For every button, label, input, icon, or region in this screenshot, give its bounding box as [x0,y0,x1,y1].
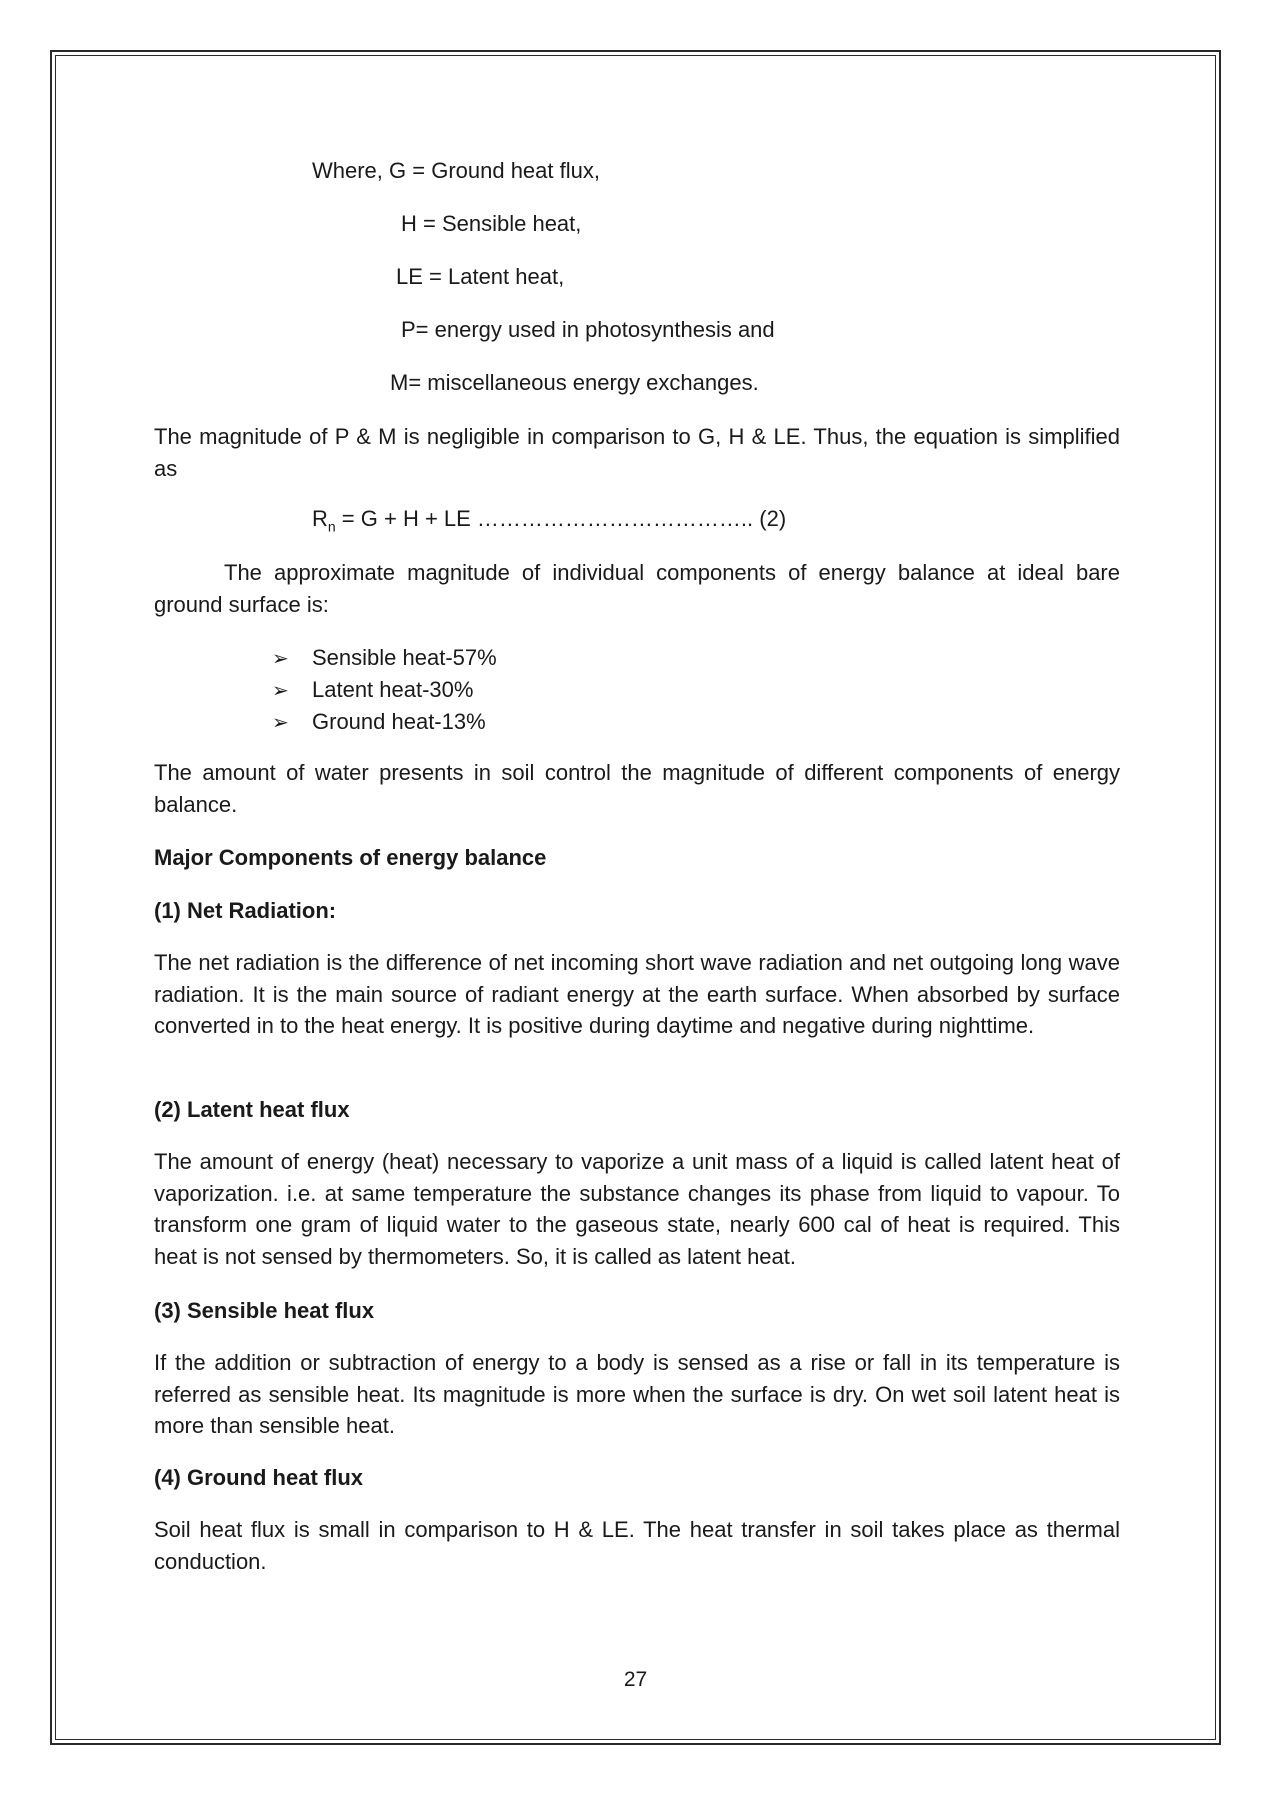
definition-p: P= energy used in photosynthesis and [401,317,775,342]
heading-major-components: Major Components of energy balance [154,845,547,870]
paragraph-simplified: The magnitude of P & M is negligible in comparison to G, H & LE. Thus, the equation is simplified as [154,424,1120,481]
bullet-label: Sensible heat-57% [312,645,497,670]
bullet-item [272,642,497,675]
arrow-bullet-icon: ➢ [272,648,289,670]
equation-lhs-subscript: n [327,518,336,535]
equation-2 [312,503,786,542]
paragraph-net-radiation: The net radiation is the difference of net incoming short wave radiation and net outgoing long wave radiation. It is the main source of radiant energy at the earth surface. When absorbed by surface converted in to the heat energy. It is positive during daytime and negative during nighttime. [154,950,1120,1038]
bullet-label: Ground heat-13% [312,709,486,734]
definition-m: M= miscellaneous energy exchanges. [390,370,759,395]
bullet-item [272,674,473,707]
page-number: 27 [623,1668,648,1691]
paragraph-approx: The approximate magnitude of individual components of energy balance at ideal bare ground surface is: [154,560,1120,617]
heading-latent-heat: (2) Latent heat flux [154,1097,350,1122]
definition-g: Where, G = Ground heat flux, [312,158,600,183]
equation-lhs-symbol: R [312,506,328,531]
bullet-item [272,706,486,739]
heading-sensible-heat: (3) Sensible heat flux [154,1298,375,1323]
equation-rhs: = G + H + LE ……………………………….. (2) [335,506,787,531]
arrow-bullet-icon: ➢ [272,712,289,734]
heading-ground-heat: (4) Ground heat flux [154,1465,363,1490]
paragraph-ground-heat: Soil heat flux is small in comparison to H & LE. The heat transfer in soil takes place as thermal conduction. [154,1517,1120,1574]
arrow-bullet-icon: ➢ [272,680,289,702]
paragraph-water: The amount of water presents in soil control the magnitude of different components of energy balance. [154,760,1120,817]
bullet-label: Latent heat-30% [312,677,474,702]
definition-le: LE = Latent heat, [396,264,565,289]
paragraph-latent-heat: The amount of energy (heat) necessary to vaporize a unit mass of a liquid is called latent heat of vaporization. i.e. at same temperature the substance changes its phase from liquid to vapour. To transform one gram of liquid water to the gaseous state, nearly 600 cal of heat is required. This heat is not sensed by thermometers. So, it is called as latent heat. [154,1149,1120,1269]
paragraph-sensible-heat: If the addition or subtraction of energy to a body is sensed as a rise or fall in its temperature is referred as sensible heat. Its magnitude is more when the surface is dry. On wet soil latent heat is more than sensible heat. [154,1350,1120,1438]
definition-h: H = Sensible heat, [401,211,582,236]
heading-net-radiation: (1) Net Radiation: [154,898,337,923]
